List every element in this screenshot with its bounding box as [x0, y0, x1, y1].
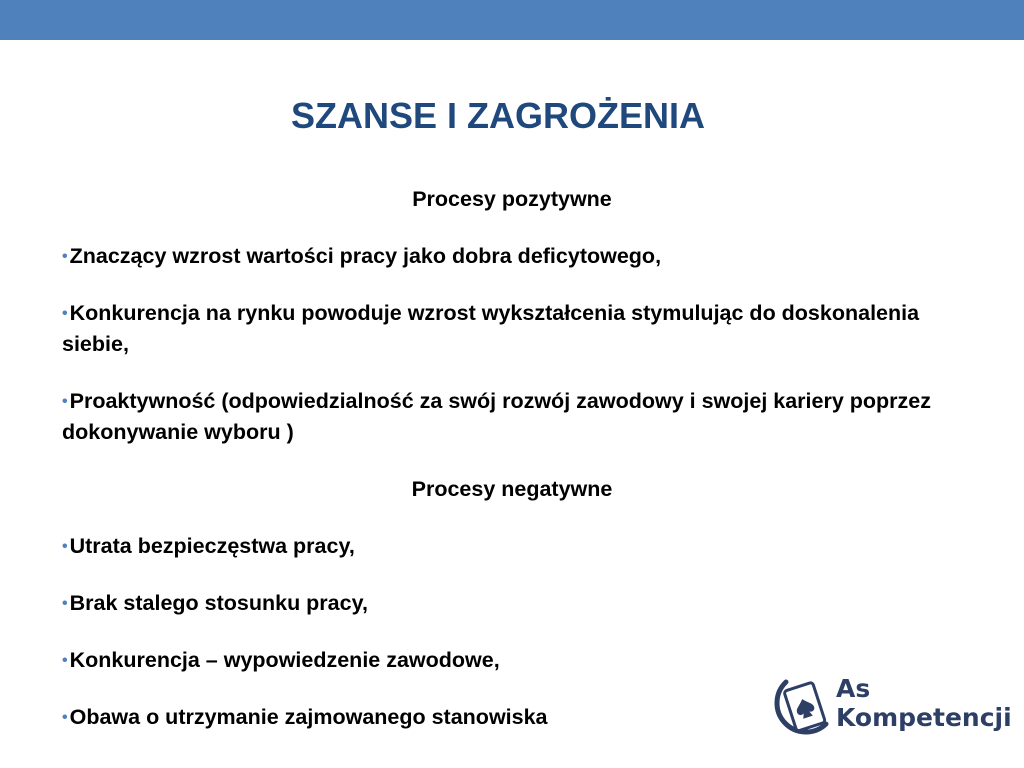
- list-item: [62, 386, 942, 448]
- bullet-icon: •: [62, 248, 68, 265]
- bullet-icon: •: [62, 709, 68, 726]
- logo: [770, 672, 1012, 742]
- list-item: [62, 298, 942, 360]
- list-item: [62, 588, 942, 619]
- bullet-icon: •: [62, 652, 68, 669]
- list-item: [62, 531, 942, 562]
- list-item-text: Znaczący wzrost wartości pracy jako dobra deficytowego,: [69, 244, 662, 268]
- logo-line-2: Kompetencji: [836, 703, 1012, 732]
- bullet-icon: •: [62, 305, 68, 322]
- logo-text: [836, 674, 1012, 732]
- spade-card-icon: [770, 672, 832, 742]
- list-item-text: Obawa o utrzymanie zajmowanego stanowiska: [69, 705, 548, 729]
- list-item: [62, 241, 942, 272]
- bullet-icon: •: [62, 538, 68, 555]
- bullet-icon: •: [62, 393, 68, 410]
- bullet-icon: •: [62, 595, 68, 612]
- logo-line-1: As: [836, 674, 871, 703]
- list-item-text: Konkurencja na rynku powoduje wzrost wykształcenia stymulując do doskonalenia siebie,: [62, 301, 920, 356]
- list-item-text: Brak stalego stosunku pracy,: [69, 591, 368, 615]
- top-accent-bar: [0, 0, 1024, 40]
- list-item-text: Proaktywność (odpowiedzialność za swój rozwój zawodowy i swojej kariery poprzez dokonywanie wyboru ): [62, 389, 931, 444]
- slide-title: SZANSE I ZAGROŻENIA: [290, 95, 706, 136]
- list-item-text: Konkurencja – wypowiedzenie zawodowe,: [69, 648, 500, 672]
- positive-heading: Procesy pozytywne: [412, 187, 612, 211]
- list-item-text: Utrata bezpieczęstwa pracy,: [69, 534, 355, 558]
- negative-heading: Procesy negatywne: [411, 477, 613, 501]
